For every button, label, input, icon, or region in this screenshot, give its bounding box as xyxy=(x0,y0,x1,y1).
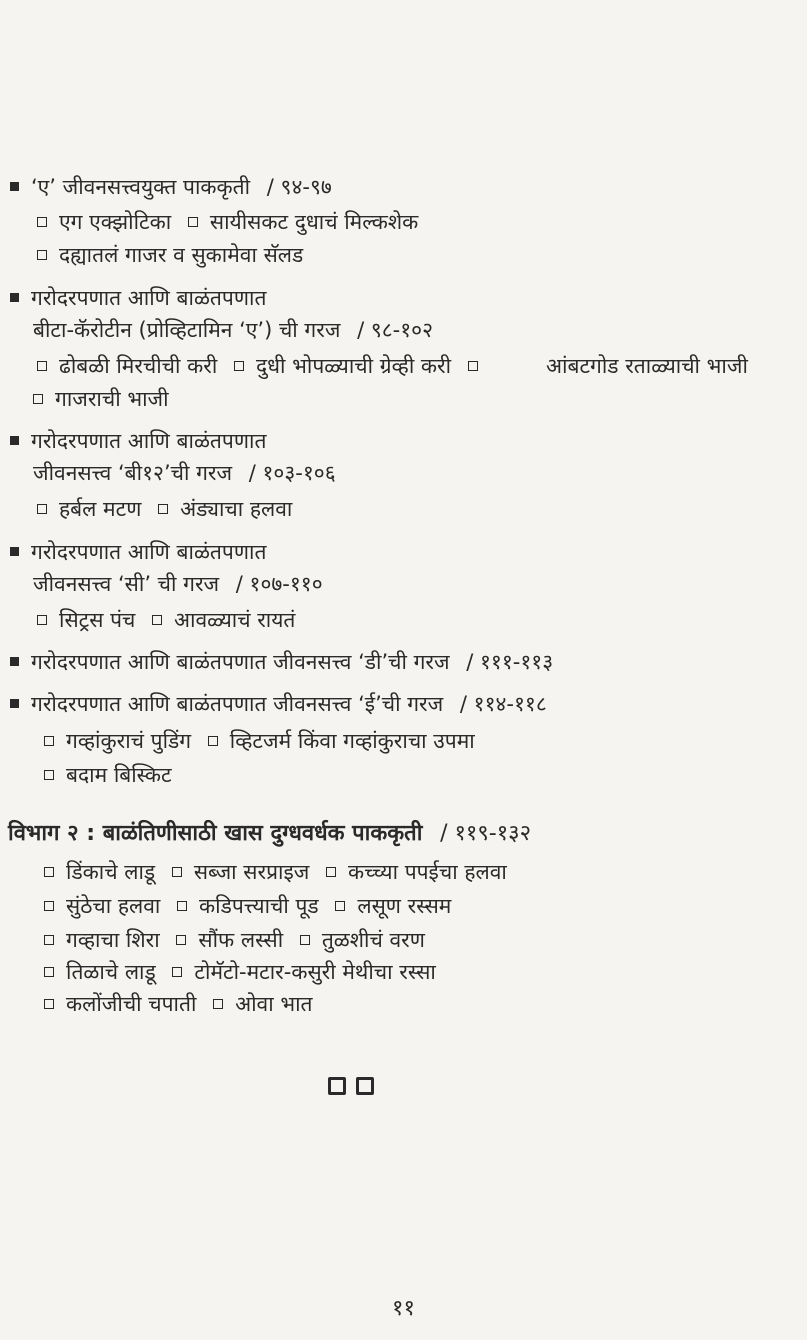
checkbox-icon xyxy=(37,217,47,227)
checkbox-icon xyxy=(172,967,182,977)
recipe-item-wrap-start xyxy=(546,352,748,380)
checkbox-icon xyxy=(176,935,186,945)
entry-title-line2: जीवनसत्त्व ‘बी१२’ची गरज xyxy=(33,461,233,485)
recipe-item: टोमॅटो-मटार-कसुरी मेथीचा रस्सा xyxy=(194,960,436,984)
checkbox-icon xyxy=(177,901,187,911)
recipe-item: गव्हाचा शिरा xyxy=(66,928,160,952)
recipe-item: ओवा भात xyxy=(235,992,313,1016)
recipe-item: अंड्याचा हलवा xyxy=(180,497,293,521)
recipe-item: एग एक्झोटिका xyxy=(59,210,172,234)
recipe-item: हर्बल मटण xyxy=(59,497,142,521)
entry-title-line1: गरोदरपणात आणि बाळंतपणात xyxy=(31,286,267,310)
entry-pages: / ९८-१०२ xyxy=(357,318,434,342)
entry-title: ‘ए’ जीवनसत्त्वयुक्त पाककृती xyxy=(31,175,251,199)
recipe-row xyxy=(44,892,451,920)
recipe-item: आवळ्याचं रायतं xyxy=(174,608,296,632)
entry-title-line1: गरोदरपणात आणि बाळंतपणात xyxy=(31,429,267,453)
recipe-item: दह्यातलं गाजर व सुकामेवा सॅलड xyxy=(59,243,304,267)
recipe-row xyxy=(33,385,169,413)
toc-entry-beta-carotene xyxy=(10,284,266,312)
recipe-item: सब्जा सरप्राइज xyxy=(193,860,310,884)
checkbox-icon xyxy=(44,999,54,1009)
recipe-item: व्हिटजर्म किंवा गव्हांकुराचा उपमा xyxy=(229,729,475,753)
checkbox-icon xyxy=(213,999,223,1009)
checkbox-icon xyxy=(44,867,54,877)
toc-entry-vitamin-c xyxy=(10,538,266,566)
toc-entry-vitamin-d xyxy=(10,648,553,676)
bullet-icon xyxy=(10,699,19,708)
checkbox-icon xyxy=(335,901,345,911)
checkbox-icon xyxy=(37,361,47,371)
toc-entry-b12-line2 xyxy=(33,459,336,487)
entry-title-line1: गरोदरपणात आणि बाळंतपणात xyxy=(31,540,267,564)
recipe-item: गव्हांकुराचं पुडिंग xyxy=(66,729,192,753)
checkbox-icon xyxy=(44,935,54,945)
recipe-item: कच्च्या पपईचा हलवा xyxy=(348,860,507,884)
recipe-item: तिळाचे लाडू xyxy=(66,960,156,984)
bullet-icon xyxy=(10,657,19,666)
entry-title: गरोदरपणात आणि बाळंतपणात जीवनसत्त्व ‘डी’ची गरज xyxy=(31,650,450,674)
checkbox-icon xyxy=(188,217,198,227)
checkbox-icon xyxy=(33,394,43,404)
bullet-icon xyxy=(10,436,19,445)
recipe-item: डिंकाचे लाडू xyxy=(66,860,156,884)
checkbox-icon xyxy=(37,250,47,260)
recipe-item: बदाम बिस्किट xyxy=(66,763,172,787)
recipe-row xyxy=(44,761,172,789)
entry-pages: / ११४-११८ xyxy=(459,692,547,716)
recipe-row xyxy=(37,208,418,236)
checkbox-icon xyxy=(37,504,47,514)
checkbox-icon xyxy=(44,736,54,746)
recipe-row xyxy=(37,606,295,634)
checkbox-icon xyxy=(300,935,310,945)
checkbox-icon xyxy=(158,504,168,514)
toc-entry-vitamin-e xyxy=(10,690,547,718)
square-icon xyxy=(328,1077,346,1095)
checkbox-icon xyxy=(234,361,244,371)
section-2-heading xyxy=(8,820,531,848)
recipe-item: कलोंजीची चपाती xyxy=(66,992,197,1016)
recipe-item: सुंठेचा हलवा xyxy=(66,894,161,918)
recipe-row xyxy=(44,727,475,755)
checkbox-icon xyxy=(208,736,218,746)
toc-entry-vitamin-c-line2 xyxy=(33,570,323,598)
entry-pages: / १११-११३ xyxy=(466,650,554,674)
recipe-item: ढोबळी मिरचीची करी xyxy=(59,354,218,378)
bullet-icon xyxy=(10,182,19,191)
checkbox-icon xyxy=(44,967,54,977)
recipe-row xyxy=(44,858,507,886)
entry-pages: / १०७-११० xyxy=(235,572,323,596)
checkbox-icon xyxy=(37,615,47,625)
recipe-item: सौंफ लस्सी xyxy=(198,928,284,952)
recipe-row xyxy=(37,495,292,523)
recipe-row xyxy=(37,241,303,269)
checkbox-icon xyxy=(468,361,478,371)
entry-title-line2: बीटा-कॅरोटीन (प्रोव्हिटामिन ‘ए’) ची गरज xyxy=(33,318,341,342)
square-icon xyxy=(356,1077,374,1095)
bullet-icon xyxy=(10,293,19,302)
section-end-marks xyxy=(328,1077,384,1099)
recipe-item: आंबटगोड रताळ्याची भाजी xyxy=(546,354,748,378)
recipe-item: सिट्रस पंच xyxy=(59,608,136,632)
checkbox-icon xyxy=(44,901,54,911)
entry-title-line2: जीवनसत्त्व ‘सी’ ची गरज xyxy=(33,572,220,596)
checkbox-icon xyxy=(326,867,336,877)
entry-pages: / ९४-९७ xyxy=(266,175,332,199)
recipe-item: कडिपत्त्याची पूड xyxy=(199,894,319,918)
entry-pages: / १०३-१०६ xyxy=(248,461,336,485)
toc-entry-b12 xyxy=(10,427,266,455)
bullet-icon xyxy=(10,547,19,556)
checkbox-icon xyxy=(152,615,162,625)
entry-title: गरोदरपणात आणि बाळंतपणात जीवनसत्त्व ‘ई’ची गरज xyxy=(31,692,444,716)
recipe-item: तुळशीचं वरण xyxy=(321,928,425,952)
checkbox-icon xyxy=(44,770,54,780)
toc-entry-vitamin-a xyxy=(10,173,332,201)
page-number: ११ xyxy=(392,1296,415,1321)
recipe-row xyxy=(44,990,313,1018)
checkbox-icon xyxy=(172,867,182,877)
recipe-item: गाजराची भाजी xyxy=(55,387,169,411)
recipe-item: सायीसकट दुधाचं मिल्कशेक xyxy=(209,210,419,234)
recipe-item: लसूण रस्सम xyxy=(357,894,452,918)
section-title: विभाग २ : बाळंतिणीसाठी खास दुग्धवर्धक पाककृती xyxy=(8,821,423,846)
recipe-row xyxy=(44,926,425,954)
recipe-row xyxy=(44,958,436,986)
recipe-item: दुधी भोपळ्याची ग्रेव्ही करी xyxy=(255,354,452,378)
toc-entry-beta-carotene-line2 xyxy=(33,316,433,344)
recipe-row xyxy=(37,352,490,380)
section-pages: / ११९-१३२ xyxy=(440,821,532,846)
